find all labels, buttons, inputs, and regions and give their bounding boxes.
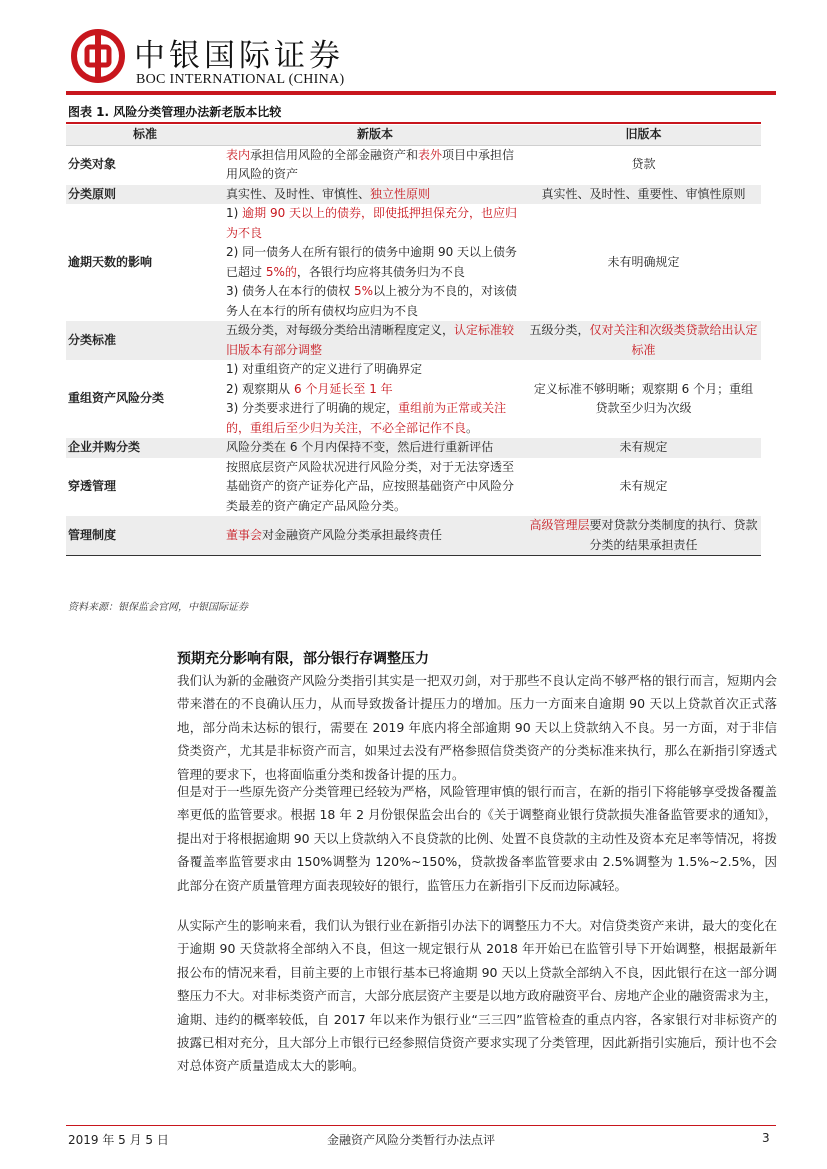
table-row bbox=[66, 185, 761, 205]
new-version-cell bbox=[224, 145, 526, 185]
highlight-text: 重组前为正常或关注的，重组后至少归为关注，不必全部记作不良 bbox=[226, 401, 507, 435]
old-version-cell bbox=[526, 321, 761, 360]
page-number: 3 bbox=[762, 1131, 770, 1145]
cell-text: 要对贷款分类制度的执行、贷款分类的结果承担责任 bbox=[589, 518, 758, 552]
highlight-text: 5% bbox=[353, 284, 373, 298]
old-version-cell: 贷款 bbox=[631, 157, 656, 172]
row-label: 分类原则 bbox=[66, 185, 224, 205]
cell-text: 3) 分类要求进行了明确的规定， bbox=[226, 401, 399, 415]
cell-text: 以上被分为不良的，对该债务人在本行的所有债权均应归为不良 bbox=[226, 284, 518, 318]
old-version-cell: 未有规定 bbox=[526, 438, 761, 458]
body-paragraph: 我们认为新的金融资产风险分类指引其实是一把双刃剑，对于那些不良认定尚不够严格的银行而言，短期内会带来潜在的不良确认压力，从而导致拨备计提压力的增加。压力一方面来自逾期 90 天以上贷款首次正式落地，部分尚未达标的银行，需要在 2019 年底内将全部逾期 90 天以上贷款纳入不良。另一方面，对于非信贷类资产，尤其是非标资产而言，如果过去没有严格参照信贷类资产的分类标准来执行，那么在新指引穿透式管理的要求下，也将面临重分类和拨备计提的压力。 bbox=[177, 673, 778, 782]
list-item bbox=[226, 282, 524, 321]
list-item bbox=[226, 360, 524, 380]
cell-text: 承担信用风险的全部金融资产和 bbox=[250, 147, 419, 162]
new-version-cell bbox=[224, 321, 526, 360]
highlight-text: 5%的 bbox=[265, 264, 297, 279]
highlight-text: 仅对关注和次级类贷款给出认定标准 bbox=[589, 323, 758, 357]
list-item bbox=[226, 204, 524, 243]
table-header-row bbox=[66, 125, 761, 145]
new-version-cell bbox=[224, 516, 526, 556]
table-row bbox=[66, 321, 761, 360]
footer-divider bbox=[66, 1125, 776, 1126]
header-divider bbox=[66, 91, 776, 95]
highlight-text: 认定标准较旧版本有部分调整 bbox=[226, 323, 515, 357]
row-label: 穿透管理 bbox=[68, 479, 117, 493]
highlight-text: 表外 bbox=[418, 147, 443, 162]
column-header: 新版本 bbox=[224, 125, 526, 145]
highlight-text: 6 个月延长至 1 年 bbox=[293, 381, 393, 396]
cell-text: 项目中承担信用风险的资产 bbox=[226, 147, 515, 181]
cell-text: ，各银行均应将其债务归为不良 bbox=[296, 264, 465, 279]
row-label: 企业并购分类 bbox=[66, 438, 224, 458]
new-version-cell bbox=[224, 360, 526, 438]
cell-text: 风险分类在 6 个月内保持不变，然后进行重新评估 bbox=[226, 440, 494, 454]
source-note: 资料来源：银保监会官网，中银国际证券 bbox=[68, 602, 248, 613]
old-version-cell bbox=[526, 516, 761, 556]
table-row bbox=[66, 145, 761, 185]
body-paragraph: 从实际产生的影响来看，我们认为银行业在新指引办法下的调整压力不大。对信贷类资产来讲，最大的变化在于逾期 90 天贷款将全部纳入不良，但这一规定银行从 2018 年开始已在监管引导下开始调整，根据最新年报公布的情况来看，目前主要的上市银行基本已将逾期 90 天以上贷款全部纳入不良，因此银行在这一部分调整压力不大。对非标类资产而言，大部分底层资产主要是以地方政府融资平台、房地产企业的融资需求为主，逾期、违约的概率较低，自 2017 年以来作为银行业“三三四”监管检查的重点内容，各家银行对非标资产的披露已相对充分，且大部分上市银行已经参照信贷资产要求实现了分类管理，因此新指引实施后，预计也不会对总体资产质量造成太大的影响。 bbox=[177, 918, 778, 1074]
row-label: 逾期天数的影响 bbox=[68, 254, 153, 269]
cell-text: 1) 对重组资产的定义进行了明确界定 bbox=[226, 362, 423, 376]
section-heading: 预期充分影响有限，部分银行存调整压力 bbox=[177, 651, 429, 667]
highlight-text: 高级管理层 bbox=[529, 518, 590, 532]
table-row bbox=[66, 360, 761, 438]
highlight-text: 表内 bbox=[226, 147, 251, 162]
old-version-cell: 定义标准不够明晰；观察期 6 个月；重组贷款至少归为次级 bbox=[533, 381, 754, 415]
cell-text: 2) 同一债务人在所有银行的债务中逾期 90 天以上债务已超过 bbox=[226, 245, 518, 279]
row-label: 管理制度 bbox=[66, 516, 224, 556]
row-label: 分类标准 bbox=[66, 321, 224, 360]
highlight-text: 董事会 bbox=[226, 527, 263, 542]
row-label: 重组资产风险分类 bbox=[68, 391, 165, 406]
footer-date: 2019 年 5 月 5 日 bbox=[68, 1133, 169, 1147]
cell-text: 真实性、及时性、审慎性、 bbox=[226, 186, 371, 201]
old-version-cell: 未有明确规定 bbox=[607, 254, 680, 269]
brand-name-english: BOC INTERNATIONAL (CHINA) bbox=[136, 72, 345, 87]
cell-text: 五级分类， bbox=[529, 323, 590, 337]
highlight-text: 逾期 90 天以上的债券，即使抵押担保充分，也应归为不良 bbox=[226, 206, 518, 240]
cell-text: 2) 观察期从 bbox=[226, 381, 294, 396]
table-row bbox=[66, 438, 761, 458]
figure-title: 图表 1. 风险分类管理办法新老版本比较 bbox=[68, 105, 282, 119]
new-version-cell bbox=[224, 458, 526, 517]
highlight-text: 独立性原则 bbox=[370, 186, 431, 201]
table-row bbox=[66, 204, 761, 321]
old-version-cell: 真实性、及时性、重要性、审慎性原则 bbox=[526, 185, 761, 205]
column-header: 旧版本 bbox=[526, 125, 761, 145]
cell-text: 1) bbox=[226, 206, 243, 220]
comparison-table bbox=[66, 125, 761, 556]
new-version-cell bbox=[224, 204, 526, 321]
list-item bbox=[226, 399, 524, 438]
footer-title: 金融资产风险分类暂行办法点评 bbox=[327, 1133, 496, 1147]
list-item bbox=[226, 380, 524, 400]
old-version-cell: 未有规定 bbox=[619, 479, 668, 493]
new-version-cell bbox=[224, 185, 526, 205]
column-header: 标准 bbox=[66, 125, 224, 145]
cell-text: 对金融资产风险分类承担最终责任 bbox=[262, 527, 443, 542]
list-item bbox=[226, 243, 524, 282]
table-row bbox=[66, 458, 761, 517]
new-version-cell bbox=[224, 438, 526, 458]
figure-title-divider bbox=[66, 122, 761, 124]
body-paragraph: 但是对于一些原先资产分类管理已经较为严格，风险管理审慎的银行而言，在新的指引下将能够享受拨备覆盖率更低的监管要求。根据 18 年 2 月份银保监会出台的《关于调整商业银行贷款损失准备监管要求的通知》，提出对于将根据逾期 90 天以上贷款纳入不良贷款的比例、处置不良贷款的主动性及资本充足率等情况，将拨备覆盖率监管要求由 150%调整为 120%~150%，贷款拨备率监管要求由 2.5%调整为 1.5%~2.5%，因此部分在资产质量管理方面表现较好的银行，监管压力在新指引下反而边际减轻。 bbox=[177, 784, 778, 893]
cell-text: 五级分类，对每级分类给出清晰程度定义， bbox=[226, 323, 455, 337]
cell-text: 。 bbox=[466, 420, 479, 435]
table-row bbox=[66, 516, 761, 556]
row-label: 分类对象 bbox=[68, 157, 117, 172]
boc-logo-icon bbox=[70, 28, 126, 84]
cell-text: 3) 债务人在本行的债权 bbox=[226, 284, 354, 298]
cell-text: 按照底层资产风险状况进行风险分类，对于无法穿透至基础资产的资产证券化产品，应按照基础资产中风险分类最差的资产确定产品风险分类。 bbox=[226, 459, 515, 513]
brand-name-chinese: 中银国际证券 bbox=[134, 38, 344, 74]
